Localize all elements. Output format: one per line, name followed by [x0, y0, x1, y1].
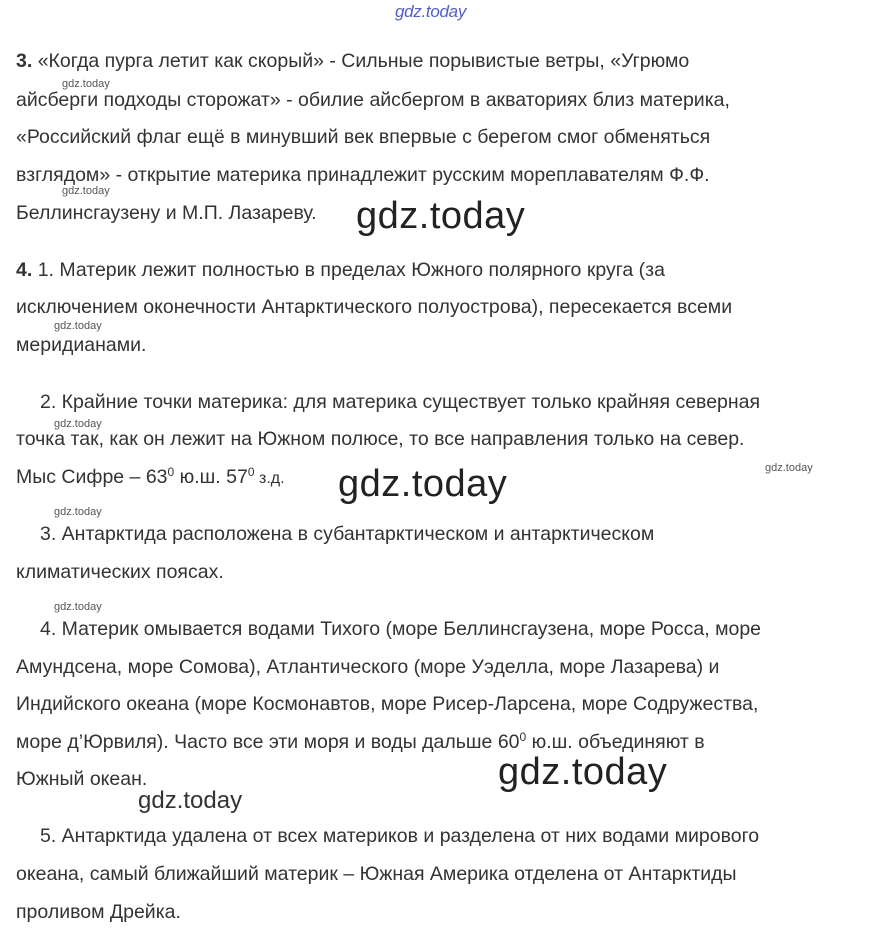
answer4-line: проливом Дрейка. — [16, 901, 181, 923]
text-line: Мыс Сифре – 63 — [16, 466, 168, 488]
degree-sup: 0 — [247, 465, 255, 479]
watermark-small: gdz.today — [54, 320, 102, 332]
text-line: ю.ш. объединяют в — [526, 731, 705, 753]
answer3-line: Беллинсгаузену и М.П. Лазареву. — [16, 202, 317, 224]
answer3-line — [16, 49, 689, 73]
watermark-top: gdz.today — [395, 2, 467, 21]
degree-sup: 0 — [167, 465, 175, 479]
answer3-line: взглядом» - открытие материка принадлежит русским мореплавателям Ф.Ф. — [16, 164, 710, 186]
answer4-number: 4. — [16, 259, 33, 281]
text-line: «Когда пурга летит как скорый» - Сильные порывистые ветры, «Угрюмо — [37, 50, 690, 72]
watermark-small: gdz.today — [62, 78, 110, 90]
answer4-line: климатических поясах. — [16, 561, 224, 583]
answer4-line: 2. Крайние точки материка: для материка существует только крайняя северная — [40, 391, 761, 413]
watermark-large: gdz.today — [498, 751, 668, 793]
answer4-line: океана, самый ближайший материк – Южная Америка отделена от Антарктиды — [16, 863, 737, 885]
answer4-line: Амундсена, море Сомова), Атлантического (море Уэделла, море Лазарева) и — [16, 656, 720, 678]
watermark-small: gdz.today — [54, 506, 102, 518]
answer4-line: 5. Антарктида удалена от всех материков и разделена от них водами мирового — [40, 825, 760, 847]
answer3-line: «Российский флаг ещё в минувший век впервые с берегом смог обменяться — [16, 126, 711, 148]
watermark-large: gdz.today — [338, 463, 508, 505]
text-line: море д’Юрвиля). Часто все эти моря и воды дальше 60 — [16, 731, 520, 753]
degree-sup: 0 — [519, 730, 527, 744]
answer3-number: 3. — [16, 50, 33, 72]
answer4-line: исключением оконечности Антарктического полуострова), пересекается всеми — [16, 296, 733, 318]
answer3-line: айсберги подходы сторожат» - обилие айсбергом в акваториях близ материка, — [16, 89, 730, 111]
watermark-small: gdz.today — [765, 462, 813, 474]
answer4-line: точка так, как он лежит на Южном полюсе, то все направления только на север. — [16, 428, 745, 450]
answer4-line — [16, 730, 705, 754]
cape-coordinates — [16, 465, 285, 491]
text-line: 1. Материк лежит полностью в пределах Южного полярного круга (за — [37, 259, 665, 281]
watermark-medium: gdz.today — [138, 787, 243, 814]
answer4-line: 3. Антарктида расположена в субантарктическом и антарктическом — [40, 523, 655, 545]
text-line: з.д. — [254, 470, 285, 487]
watermark-small: gdz.today — [62, 185, 110, 197]
text-line: ю.ш. 57 — [174, 466, 248, 488]
answer4-line: 4. Материк омывается водами Тихого (море Беллинсгаузена, море Росса, море — [40, 618, 762, 640]
answer4-line — [16, 258, 665, 282]
answer4-line: Индийского океана (море Космонавтов, море Рисер-Ларсена, море Содружества, — [16, 693, 759, 715]
watermark-small: gdz.today — [54, 601, 102, 613]
watermark-small: gdz.today — [54, 418, 102, 430]
answer4-line: Южный океан. — [16, 768, 148, 790]
watermark-large: gdz.today — [356, 195, 526, 237]
answer4-line: меридианами. — [16, 334, 147, 356]
